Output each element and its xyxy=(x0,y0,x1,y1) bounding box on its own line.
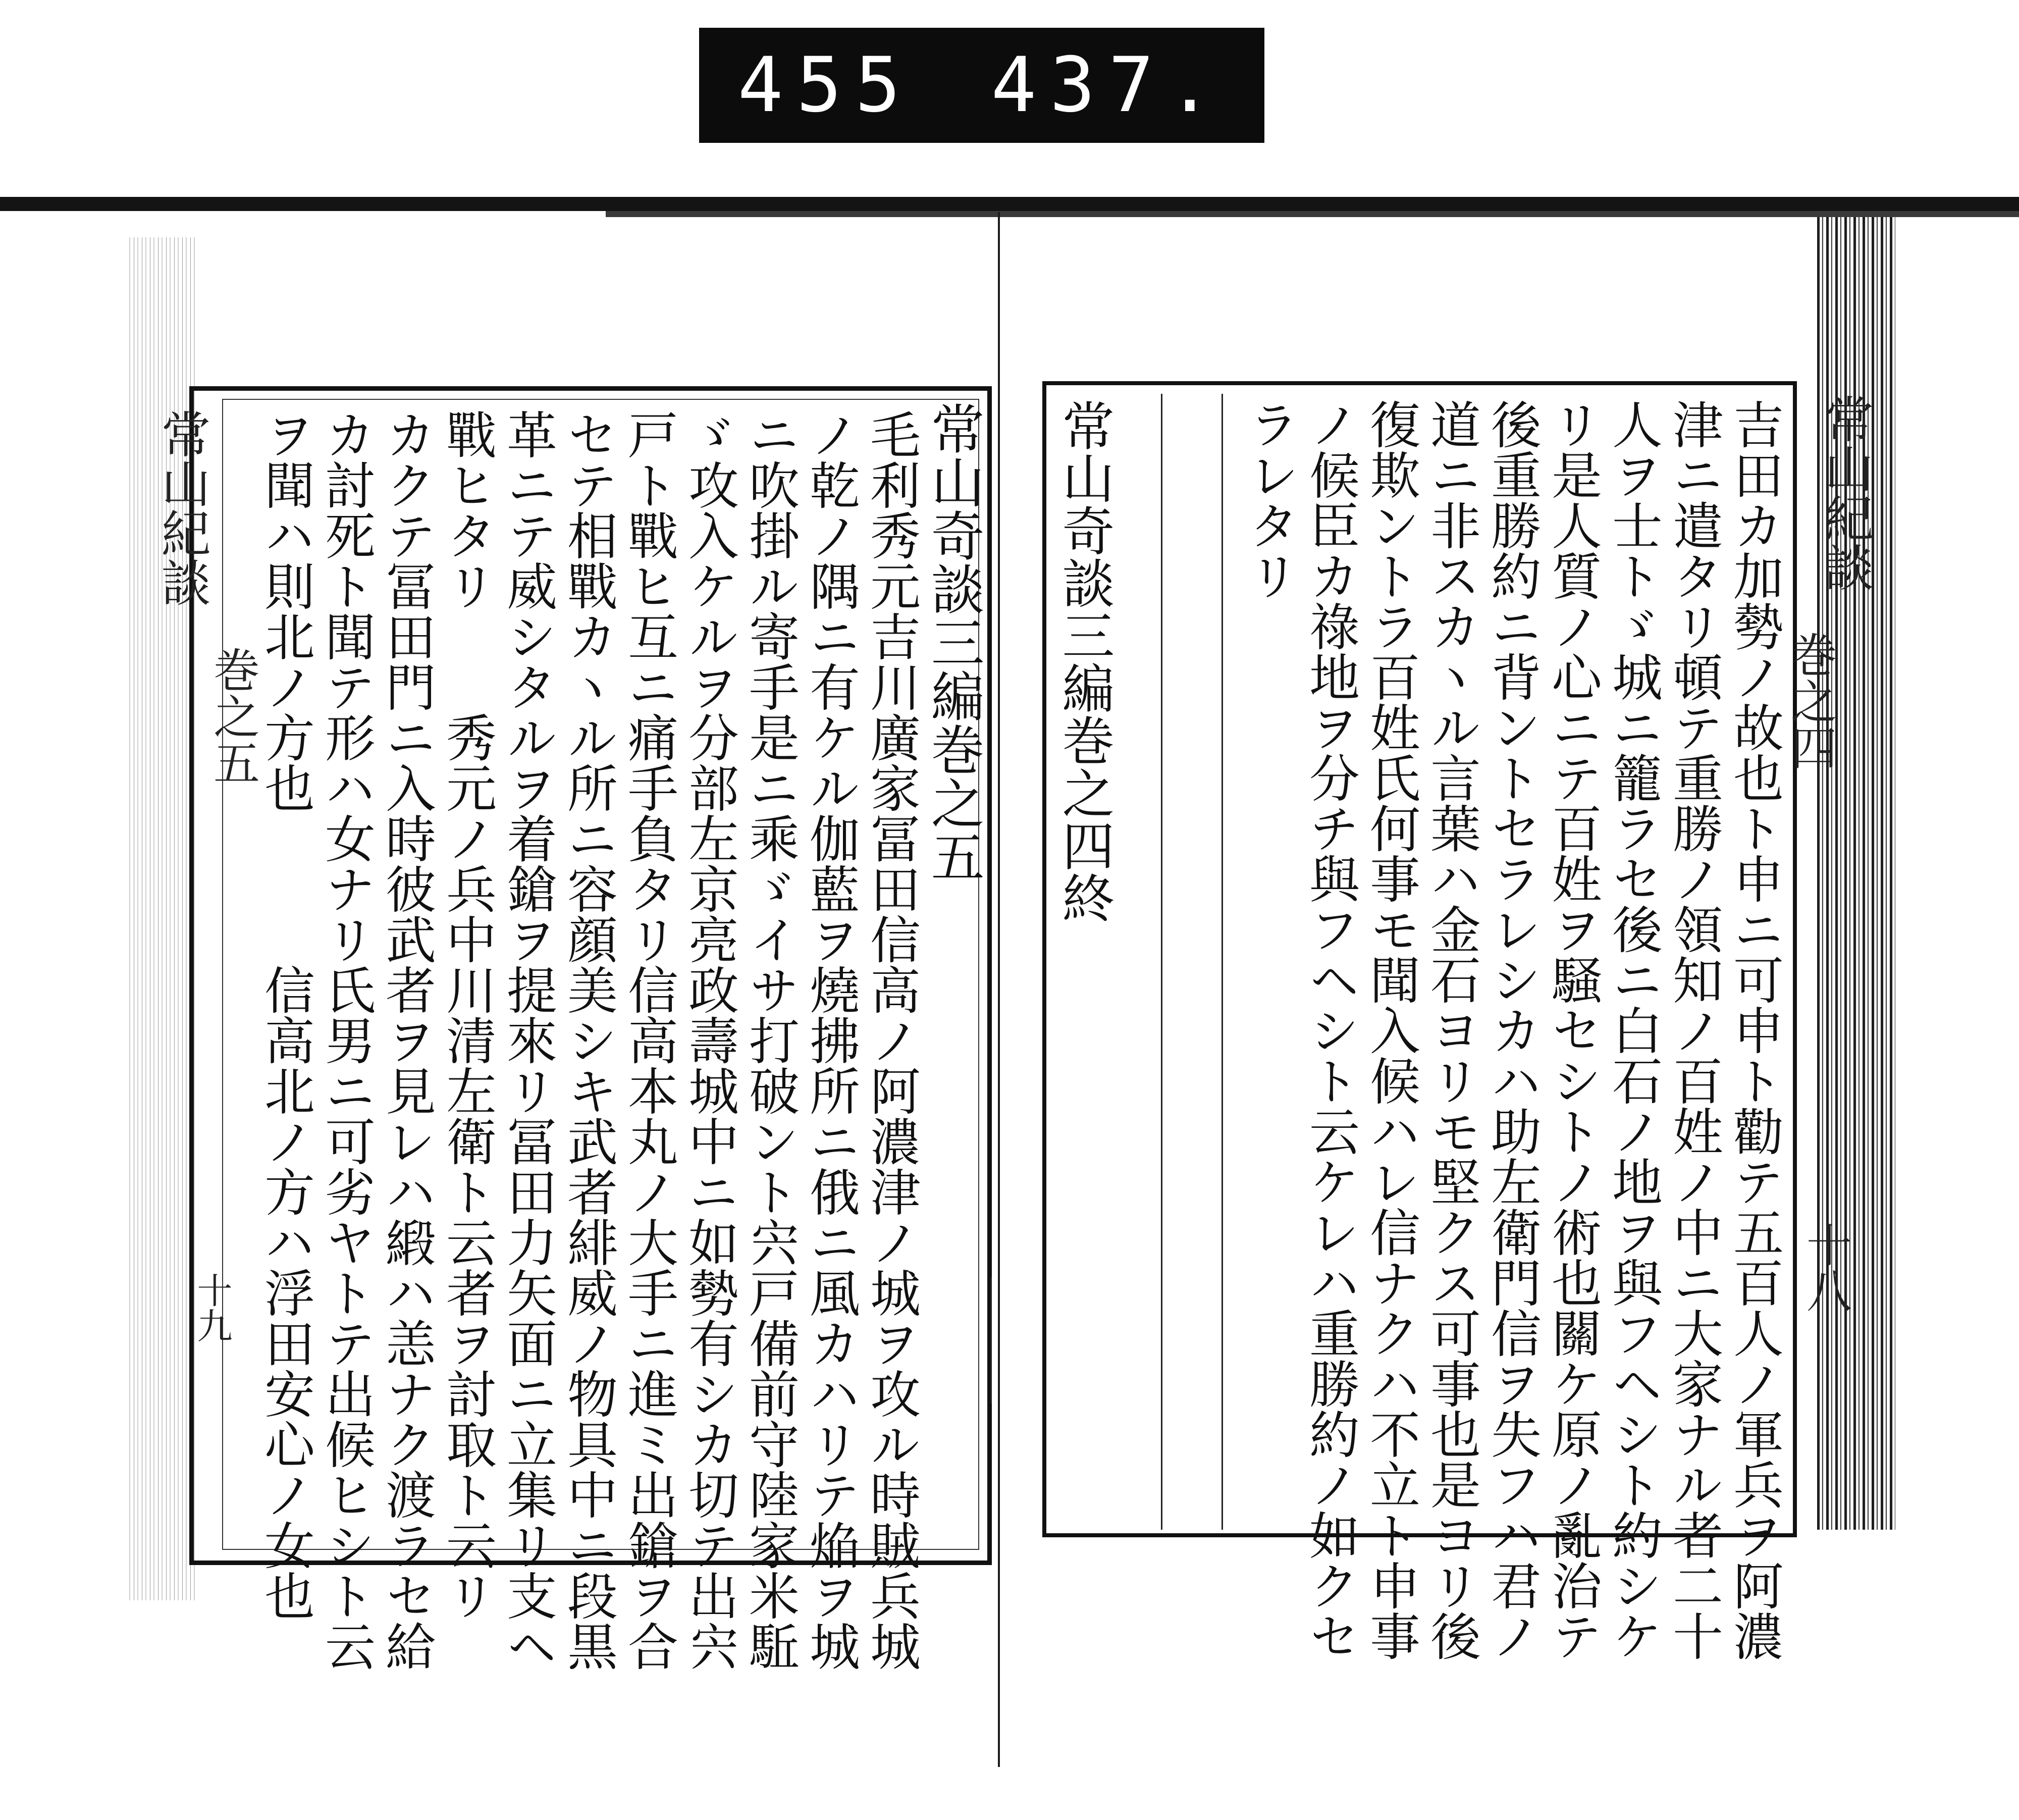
left-margin-title: 常山紀談 xyxy=(153,409,210,607)
left-line-4: ゞ攻入ケルヲ分部左京亮政壽城中ニ如勢有シカ切テ出宍 xyxy=(680,409,739,1671)
call-number-plate xyxy=(699,28,1264,143)
left-line-9: カクテ冨田門ニ入時彼武者ヲ見レハ緞ハ恙ナク渡ラセ給 xyxy=(377,409,436,1671)
right-margin-volume: 巻之四 xyxy=(1783,631,1837,770)
right-page-column-rule-1 xyxy=(1161,394,1162,1530)
left-line-8: 戰ヒタリ 秀元ノ兵中川清左衛ト云者ヲ討取ト云リ xyxy=(438,409,497,1621)
left-heading: 常山奇談三編巻之五 xyxy=(922,401,985,883)
right-margin-folio: 十八 xyxy=(1798,1222,1851,1313)
left-line-7: 革ニテ威シタルヲ着鎗ヲ提來リ冨田力矢面ニ立集リ支ヘ xyxy=(498,409,557,1671)
left-line-1: 毛利秀元吉川廣家冨田信高ノ阿濃津ノ城ヲ攻ル時賊兵城 xyxy=(862,409,921,1671)
fold-mark xyxy=(990,1277,992,1403)
call-number-left: 455 xyxy=(737,41,914,129)
right-end-line: 常山奇談三編巻之四終 xyxy=(1053,399,1115,924)
right-margin-title: 常山紀談 xyxy=(1816,394,1874,592)
right-line-9: ラレタリ xyxy=(1240,399,1299,601)
right-line-3: 人ヲ士トゞ城ニ籠ラセ後ニ白石ノ地ヲ與フヘシト約シケ xyxy=(1604,399,1663,1661)
left-line-10: カ討死ト聞テ形ハ女ナリ氏男ニ可劣ヤトテ出候ヒシト云 xyxy=(316,409,376,1671)
right-page-column-rule-2 xyxy=(1221,394,1223,1530)
right-line-6: 道ニ非スカヽル言葉ハ金石ヨリモ堅クス可事也是ヨリ後 xyxy=(1422,399,1481,1661)
left-line-2: ノ乾ノ隅ニ有ケル伽藍ヲ燒拂所ニ俄ニ風カハリテ焔ヲ城 xyxy=(801,409,860,1671)
left-line-3: ニ吹掛ル寄手是ニ乘ゞイサ打破ント宍戸備前守陸家米駈 xyxy=(740,409,800,1671)
right-line-1: 吉田カ加勢ノ故也ト申ニ可申ト勸テ五百人ノ軍兵ヲ阿濃 xyxy=(1725,399,1784,1661)
left-margin-volume: 巻之五 xyxy=(206,646,260,786)
left-line-11: ヲ聞ハ則北ノ方也 信高北ノ方ハ浮田安心ノ女也 xyxy=(256,409,315,1621)
right-line-8: ノ候臣カ祿地ヲ分チ與フヘシト云ケレハ重勝約ノ如クセ xyxy=(1301,399,1360,1661)
left-margin-folio: 十九 xyxy=(191,1272,233,1343)
right-line-7: 復欺ントラ百姓氏何事モ聞入候ハレ信ナクハ不立ト申事 xyxy=(1361,399,1420,1661)
call-number-right: 437. xyxy=(991,41,1226,129)
left-line-5: 戸ト戰ヒ互ニ痛手負タリ信高本丸ノ大手ニ進ミ出鎗ヲ合 xyxy=(619,409,678,1671)
left-line-6: セテ相戰カヽル所ニ容顔美シキ武者緋威ノ物具中ニ段黒 xyxy=(559,409,618,1671)
right-line-5: 後重勝約ニ背ントセラレシカハ助左衛門信ヲ失フハ君ノ xyxy=(1482,399,1542,1661)
scan-top-bar-shadow xyxy=(606,211,2019,217)
scan-top-bar xyxy=(0,197,2019,211)
book-spine xyxy=(998,212,1000,1767)
right-line-2: 津ニ遣タリ頓テ重勝ノ領知ノ百姓ノ中ニ大家ナル者二十 xyxy=(1664,399,1723,1661)
right-line-4: リ是人質ノ心ニテ百姓ヲ騒セシトノ術也關ケ原ノ亂治テ xyxy=(1543,399,1602,1661)
